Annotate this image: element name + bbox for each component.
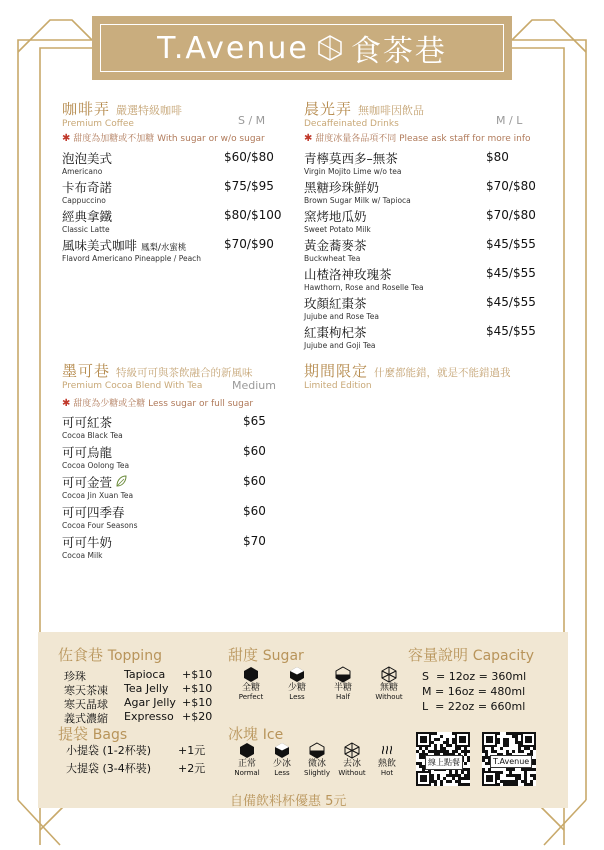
item-name-en: Cocoa Milk	[62, 551, 103, 560]
item-price: $60	[243, 444, 266, 458]
ice-level-cn: 正常	[237, 759, 256, 769]
item-name	[62, 532, 112, 551]
item-name-en: Cocoa Black Tea	[62, 431, 123, 440]
topping-title: 佐食巷 Topping	[58, 646, 162, 664]
topping-price: +$10	[182, 668, 213, 681]
coffee-title-en: Premium Coffee	[62, 119, 134, 129]
menu-item[interactable]	[304, 264, 424, 292]
item-name-en: Hawthorn, Rose and Roselle Tea	[304, 283, 424, 292]
topping-price: +$10	[182, 682, 213, 695]
item-name-en: Virgin Mojito Lime w/o tea	[304, 167, 402, 176]
ice-level-en: Normal	[234, 769, 260, 777]
brand-qr-label: T.Avenue	[490, 755, 532, 768]
ice-level-option[interactable]	[300, 742, 334, 777]
topping-name-cn: 義式濃縮	[64, 712, 108, 725]
item-name-cn: 青檸莫西多–無茶	[304, 151, 398, 166]
menu-item[interactable]	[62, 206, 112, 234]
bags-title: 提袋 Bags	[58, 725, 128, 743]
item-name-cn: 卡布奇諾	[62, 180, 113, 195]
item-name-cn: 紅棗枸杞茶	[304, 325, 367, 340]
bag-price: +1元	[178, 744, 206, 757]
menu-item[interactable]	[304, 177, 411, 205]
menu-item[interactable]	[62, 472, 133, 500]
item-price: $70/$90	[224, 237, 274, 251]
item-name	[62, 206, 112, 225]
item-name-cn: 黃金蕎麥茶	[304, 238, 367, 253]
sugar-level-option[interactable]	[234, 666, 268, 701]
ice-level-cn: 少冰	[272, 759, 291, 769]
cocoa-title-en: Premium Cocoa Blend With Tea	[62, 381, 203, 391]
capacity-row: L = 22oz = 660ml	[422, 700, 526, 713]
coffee-size-header: S / M	[238, 114, 266, 127]
topping-name-en: Expresso	[124, 710, 174, 723]
item-price: $45/$55	[486, 324, 536, 338]
ice-title: 冰塊 Ice	[228, 725, 284, 743]
ice-level-cn: 微冰	[307, 759, 326, 769]
item-name	[304, 264, 424, 283]
menu-item[interactable]	[62, 148, 112, 176]
item-price: $80	[486, 150, 509, 164]
ice-level-cn: 去冰	[342, 759, 361, 769]
item-name-en: Americano	[62, 167, 103, 176]
item-name	[62, 472, 133, 491]
item-name	[304, 235, 367, 254]
ice-level-option[interactable]	[265, 742, 299, 777]
brand-name: T.Avenue	[157, 30, 309, 66]
sugar-level-option[interactable]	[326, 666, 360, 701]
header-inner	[100, 24, 504, 72]
item-name-cn: 風味美式咖啡	[62, 238, 138, 253]
item-name-cn: 山楂洛神玫瑰茶	[304, 267, 392, 282]
item-name-cn: 可可牛奶	[62, 535, 113, 550]
topping-name-cn: 寒天晶球	[64, 698, 108, 711]
star-icon: ✱	[62, 133, 71, 144]
topping-name-en: Agar Jelly	[124, 696, 176, 709]
star-icon: ✱	[62, 398, 71, 409]
sugar-level-en: Perfect	[238, 693, 264, 701]
star-icon: ✱	[304, 133, 313, 144]
menu-item[interactable]	[304, 206, 371, 234]
topping-name-en: Tea Jelly	[124, 682, 169, 695]
menu-item[interactable]	[62, 235, 201, 263]
morning-title: 晨光弄 無咖啡因飲品	[304, 100, 425, 118]
item-name	[304, 206, 371, 225]
item-name-cn: 經典拿鐵	[62, 209, 113, 224]
sugar-hexagon-icon	[381, 666, 397, 683]
item-name-cn: 玫顏紅棗茶	[304, 296, 367, 311]
ice-hexagon-icon	[274, 742, 290, 759]
coffee-sugar-note: ✱ 甜度為加糖或不加糖 With sugar or w/o sugar	[62, 133, 265, 144]
item-name-en: Sweet Potato Milk	[304, 225, 371, 234]
item-price: $60	[243, 474, 266, 488]
bag-label: 小提袋 (1-2杯裝)	[66, 744, 152, 757]
item-price: $70/$80	[486, 179, 536, 193]
capacity-title: 容量說明 Capacity	[408, 646, 534, 664]
ice-hexagon-icon	[344, 742, 360, 759]
sugar-level-en: Half	[336, 693, 350, 701]
sugar-level-option[interactable]	[372, 666, 406, 701]
brand-cn-name: 食茶巷	[350, 34, 447, 69]
item-name-cn: 可可烏龍	[62, 445, 113, 460]
item-name-en: Cocoa Four Seasons	[62, 521, 138, 530]
hexagon-logo-icon	[317, 35, 343, 61]
ice-level-en: Less	[274, 769, 290, 777]
item-name	[304, 148, 401, 167]
topping-price: +$20	[182, 710, 213, 723]
ice-level-en: Without	[338, 769, 366, 777]
sugar-level-en: Less	[289, 693, 305, 701]
item-name-en: Cappuccino	[62, 196, 106, 205]
ice-level-option[interactable]	[230, 742, 264, 777]
sugar-level-cn: 半糖	[333, 683, 352, 693]
item-name-en: Cocoa Oolong Tea	[62, 461, 130, 470]
bag-label: 大提袋 (3-4杯裝)	[66, 762, 152, 775]
sugar-level-en: Without	[375, 693, 403, 701]
item-price: $60	[243, 504, 266, 518]
ice-hexagon-icon	[239, 742, 255, 759]
item-price: $45/$55	[486, 295, 536, 309]
item-name	[304, 177, 411, 196]
sugar-level-cn: 全糖	[241, 683, 260, 693]
ice-level-en: Slightly	[303, 769, 331, 777]
hot-steam-icon	[379, 742, 395, 759]
item-name-en: Brown Sugar Milk w/ Tapioca	[304, 196, 411, 205]
menu-item[interactable]	[62, 412, 123, 440]
morning-size-header: M / L	[496, 114, 523, 127]
item-name-cn: 可可紅茶	[62, 415, 113, 430]
header-banner	[92, 16, 512, 80]
item-price: $70	[243, 534, 266, 548]
menu-item[interactable]	[304, 293, 379, 321]
sugar-level-option[interactable]	[280, 666, 314, 701]
item-price: $45/$55	[486, 237, 536, 251]
sugar-hexagon-icon	[289, 666, 305, 683]
item-name	[62, 177, 112, 196]
ice-level-option[interactable]	[370, 742, 404, 777]
bag-price: +2元	[178, 762, 206, 775]
ice-level-cn: 熱飲	[377, 759, 396, 769]
menu-item[interactable]	[62, 502, 138, 530]
item-name	[62, 442, 129, 461]
item-name	[62, 502, 138, 521]
topping-name-cn: 珍珠	[64, 670, 86, 683]
item-name	[304, 322, 376, 341]
item-price: $70/$80	[486, 208, 536, 222]
item-name-cn: 黑糖珍珠鮮奶	[304, 180, 380, 195]
menu-item[interactable]	[304, 235, 367, 263]
order-qr-label: 線上點餐	[425, 755, 463, 770]
morning-title-en: Decaffeinated Drinks	[304, 119, 399, 129]
coffee-title: 咖啡弄 嚴選特級咖啡	[62, 100, 183, 118]
item-name-en: Buckwheat Tea	[304, 254, 361, 263]
capacity-row: S = 12oz = 360ml	[422, 670, 527, 683]
cup-discount-text: 自備飲料杯優惠 5元	[230, 794, 347, 809]
limited-title: 期間限定 什麼都能錯，就是不能錯過我	[304, 362, 511, 380]
ice-hexagon-icon	[309, 742, 325, 759]
item-name-en: Jujube and Rose Tea	[304, 312, 379, 321]
item-name-cn: 可可四季春	[62, 505, 125, 520]
topping-price: +$10	[182, 696, 213, 709]
menu-item[interactable]	[304, 148, 401, 176]
menu-item[interactable]	[304, 322, 376, 350]
leaf-icon	[115, 475, 127, 487]
sugar-level-cn: 無糖	[379, 683, 398, 693]
topping-name-en: Tapioca	[124, 668, 166, 681]
item-price: $45/$55	[486, 266, 536, 280]
item-name-en: Jujube and Goji Tea	[304, 341, 376, 350]
capacity-row: M = 16oz = 480ml	[422, 685, 526, 698]
cocoa-size-header: Medium	[232, 379, 276, 392]
sugar-title: 甜度 Sugar	[228, 646, 304, 664]
sugar-hexagon-icon	[243, 666, 259, 683]
item-name-cn: 可可金萱	[62, 475, 113, 490]
item-price: $60/$80	[224, 150, 274, 164]
item-name	[62, 412, 123, 431]
ice-level-en: Hot	[380, 769, 394, 777]
item-name-cn: 窯烤地瓜奶	[304, 209, 367, 224]
item-name	[62, 148, 112, 167]
cocoa-sugar-note: ✱ 甜度為少糖或全糖 Less sugar or full sugar	[62, 398, 254, 409]
item-name-en: Classic Latte	[62, 225, 110, 234]
item-price: $80/$100	[224, 208, 282, 222]
item-name	[304, 293, 379, 312]
item-name	[62, 235, 201, 254]
item-name-cn: 泡泡美式	[62, 151, 113, 166]
menu-item[interactable]	[62, 442, 129, 470]
sugar-level-cn: 少糖	[287, 683, 306, 693]
menu-item[interactable]	[62, 532, 112, 560]
item-price: $65	[243, 414, 266, 428]
item-price: $75/$95	[224, 179, 274, 193]
info-panel	[38, 632, 568, 808]
topping-name-cn: 寒天茶凍	[64, 684, 108, 697]
limited-section	[304, 360, 554, 391]
item-name-en: Flavord Americano Pineapple / Peach	[62, 254, 202, 263]
cocoa-title: 墨可巷 特級可可與茶飲融合的新風味	[62, 362, 253, 380]
limited-title-en: Limited Edition	[304, 381, 372, 391]
menu-item[interactable]	[62, 177, 112, 205]
sugar-hexagon-icon	[335, 666, 351, 683]
ice-level-option[interactable]	[335, 742, 369, 777]
morning-note: ✱ 甜度冰量各品項不同 Please ask staff for more info	[304, 133, 531, 144]
item-name-en: Cocoa Jin Xuan Tea	[62, 491, 134, 500]
item-flavor-note: 鳳梨/水蜜桃	[141, 243, 187, 253]
